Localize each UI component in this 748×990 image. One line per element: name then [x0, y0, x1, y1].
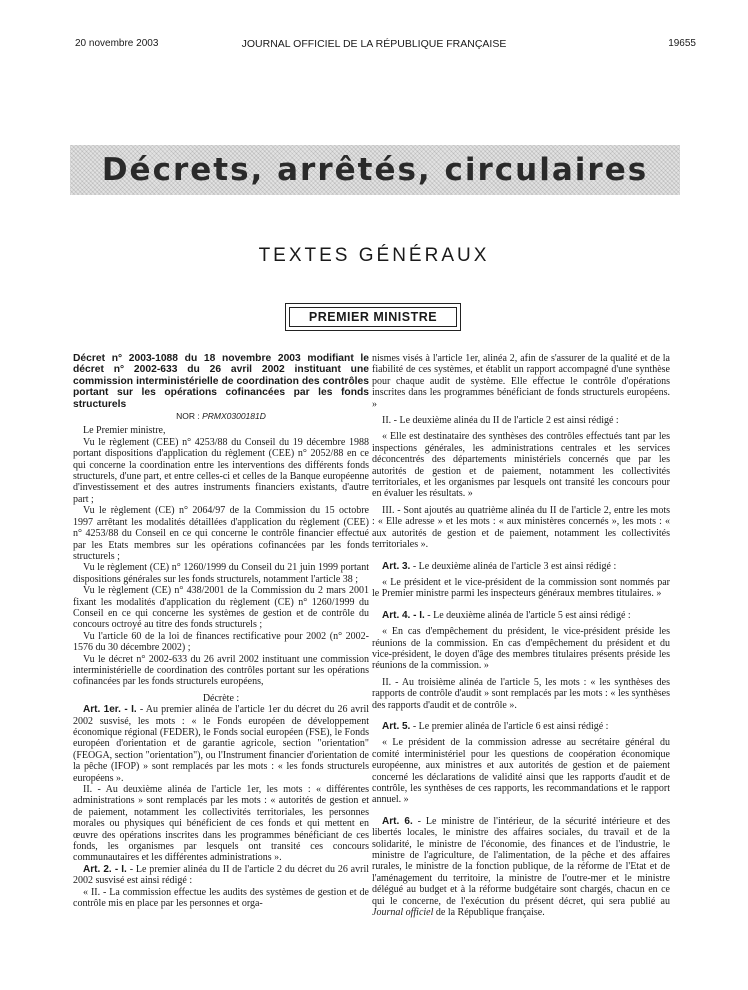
article-6 [372, 816, 670, 919]
issue-date: 20 novembre 2003 [75, 38, 159, 49]
nor-reference [73, 411, 369, 422]
considerant: Vu le règlement (CE) n° 438/2001 de la Commission du 2 mars 2001 fixant les modalités d'application du règlement (CE) n° 1260/1999 du Conseil en ce qui concerne les systèmes de gestion et de contrôle du concours octroyé au titre des fonds structurels ; [73, 585, 369, 631]
ministry-label: PREMIER MINISTRE [289, 307, 457, 327]
article-2-quote-end: nismes visés à l'article 1er, alinéa 2, afin de s'assurer de la qualité et de la fiabilité de ces systèmes, et établit un rapport accompagné d'une synthèse pour chaque audit de système. Elle effectue le contrôle d'opérations inscrites dans les programmes bénéficiant de fonds structurels européens. » [372, 353, 670, 410]
article-4-text: - Le deuxième alinéa de l'article 5 est ainsi rédigé : [427, 609, 631, 621]
article-3-text: - Le deuxième alinéa de l'article 3 est ainsi rédigé : [412, 560, 617, 572]
nor-label: NOR : [176, 411, 200, 422]
article-5 [372, 721, 670, 732]
considerant: Vu le règlement (CE) n° 2064/97 de la Commission du 15 octobre 1997 arrêtant les modalités détaillées d'application du règlement (CEE) n° 4253/88 du Conseil en ce qui concerne le contrôle financier effectué par les Etats membres sur les opérations cofinancées par les fonds structurels ; [73, 505, 369, 562]
article-2-quote-start: « II. - La commission effectue les audits des systèmes de gestion et de contrôle mis en place par les personnes et orga- [73, 886, 369, 910]
article-2-label: Art. 2. - I. [83, 863, 127, 875]
article-3 [372, 561, 670, 572]
section-banner [70, 145, 680, 195]
considerant: Vu le règlement (CEE) n° 4253/88 du Conseil du 19 décembre 1988 portant dispositions d'application du règlement (CEE) n° 2052/88 en ce qui concerne la coordination entre les interventions des différents fonds structurels, d'une part, et entre celles-ci et celles de la Banque européenne d'investissement et des autres instruments financiers existants, d'autre part ; [73, 436, 369, 505]
nor-code: PRMX0300181D [202, 411, 266, 422]
article-6-end: de la République française. [435, 907, 545, 919]
article-6-text: - Le ministre de l'intérieur, de la sécurité intérieure et des libertés locales, le ministre des affaires sociales, du travail et de la solidarité, le ministre de l'économie, des finances et de l'industrie, le ministre de l'agriculture, de l'alimentation, de la pêche et des affaires rurales, le ministre de la fonction publique, de la réforme de l'Etat et de l'aménagement du territoire, la ministre de l'outre-mer et le ministre délégué au budget et à la réforme budgétaire sont chargés, chacun en ce qui le concerne, de l'exécution du présent décret, qui sera publié au [372, 815, 671, 907]
decree-title: Décret n° 2003-1088 du 18 novembre 2003 modifiant le décret n° 2002-633 du 26 avril 2002 instituant une commission interministérielle de coordination des contrôles portant sur les opérations cofinancées par les fonds structurels [73, 353, 369, 410]
article-2-text: - Le premier alinéa du II de l'article 2 du décret du 26 avril 2002 susvisé est ainsi rédigé : [73, 863, 369, 887]
article-6-label: Art. 6. [382, 815, 413, 827]
article-5-label: Art. 5. [382, 720, 411, 732]
left-column [73, 353, 369, 910]
considerant: Vu l'article 60 de la loi de finances rectificative pour 2002 (n° 2002-1576 du 30 décembre 2002) ; [73, 630, 369, 654]
right-column [372, 353, 670, 918]
decrete: Décrète : [202, 692, 240, 704]
banner-title: Décrets, arrêtés, circulaires [101, 152, 649, 188]
page-number: 19655 [668, 38, 696, 49]
section-title: TEXTES GÉNÉRAUX [258, 245, 490, 266]
article-2 [73, 864, 369, 887]
considerant: Vu le règlement (CE) n° 1260/1999 du Conseil du 21 juin 1999 portant dispositions générales sur les fonds structurels, notamment l'article 38 ; [73, 562, 369, 585]
article-1 [73, 704, 369, 784]
article-4 [372, 610, 670, 621]
article-4-quote: « En cas d'empêchement du président, le vice-président préside les réunions de la commission. En cas d'empêchement du président et du vice-président, le doyen d'âge des membres titulaires présents préside les réunions de la commission. » [372, 626, 670, 672]
article-4-ii: II. - Au troisième alinéa de l'article 5, les mots : « les synthèses des rapports de contrôle d'audit » sont remplacés par les mots : « les synthèses des rapports d'audit et de contrôle ». [372, 676, 670, 711]
article-2-iii: III. - Sont ajoutés au quatrième alinéa du II de l'article 2, entre les mots : « Elle adresse » et les mots : « aux ministères concernés », les mots : « aux autorités de gestion et de paiement, notamment les collectivités territoriales ». [372, 504, 670, 551]
article-5-quote: « Le président de la commission adresse au secrétaire général du comité interministériel pour les questions de coopération économique européenne, aux ministres et aux autorités de gestion et de paiement concerné les déclarations de validité ainsi que les rapports d'audit et de contrôle, les synthèses de ces rapports, les recommandations et le rapport annuel. » [372, 737, 670, 806]
article-2-ii-quote: « Elle est destinataire des synthèses des contrôles effectués tant par les inspections générales, les administrations centrales et les services déconcentrés des départements ministériels concernés que par les autorités de gestion et de paiement, notamment les collectivités territoriales, et les organismes par lesquels ont transité les concours pour en évaluer les résultats. » [372, 431, 670, 500]
article-5-text: - Le premier alinéa de l'article 6 est ainsi rédigé : [412, 720, 609, 732]
article-1-label: Art. 1er. - I. [83, 704, 137, 716]
ministry-box [285, 303, 461, 331]
article-3-label: Art. 3. [382, 560, 411, 572]
journal-officiel-ref: Journal officiel [372, 907, 434, 919]
journal-title: JOURNAL OFFICIEL DE LA RÉPUBLIQUE FRANÇAISE [241, 38, 507, 50]
article-4-label: Art. 4. - I. [382, 609, 425, 621]
decree-intro: Le Premier ministre, [83, 425, 166, 437]
article-1-text: - Au premier alinéa de l'article 1er du décret du 26 avril 2002 susvisé, les mots : « le Fonds européen de développement économique régional (FEDER), le Fonds social européen (FSE), le Fonds européen d'orientation et de garantie agricole, section "orientation" (FEOGA, section "orientation"), ou l'Instrument financier d'orientation de la pêche (IFOP) » sont remplacés par les mots : « les fonds structurels européens ». [73, 704, 370, 784]
article-1-ii: II. - Au deuxième alinéa de l'article 1er, les mots : « différentes administrations » sont remplacés par les mots : « autorités de gestion et de paiement, notamment les collectivités territoriales, les personnes morales ou physiques qui bénéficient de ces fonds et qui mettent en œuvre des opérations inscrites dans les programmes bénéficiant de ces fonds, les organismes par lesquels ont transité ces concours communautaires et les différentes administrations ». [73, 784, 369, 864]
article-2-ii: II. - Le deuxième alinéa du II de l'article 2 est ainsi rédigé : [382, 415, 619, 427]
considerant: Vu le décret n° 2002-633 du 26 avril 2002 instituant une commission interministérielle de coordination des contrôles portant sur les opérations cofinancées par les fonds structurels européens, [73, 653, 369, 688]
article-3-quote: « Le président et le vice-président de la commission sont nommés par le Premier ministre parmi les inspecteurs généraux membres titulaires. » [372, 576, 670, 600]
